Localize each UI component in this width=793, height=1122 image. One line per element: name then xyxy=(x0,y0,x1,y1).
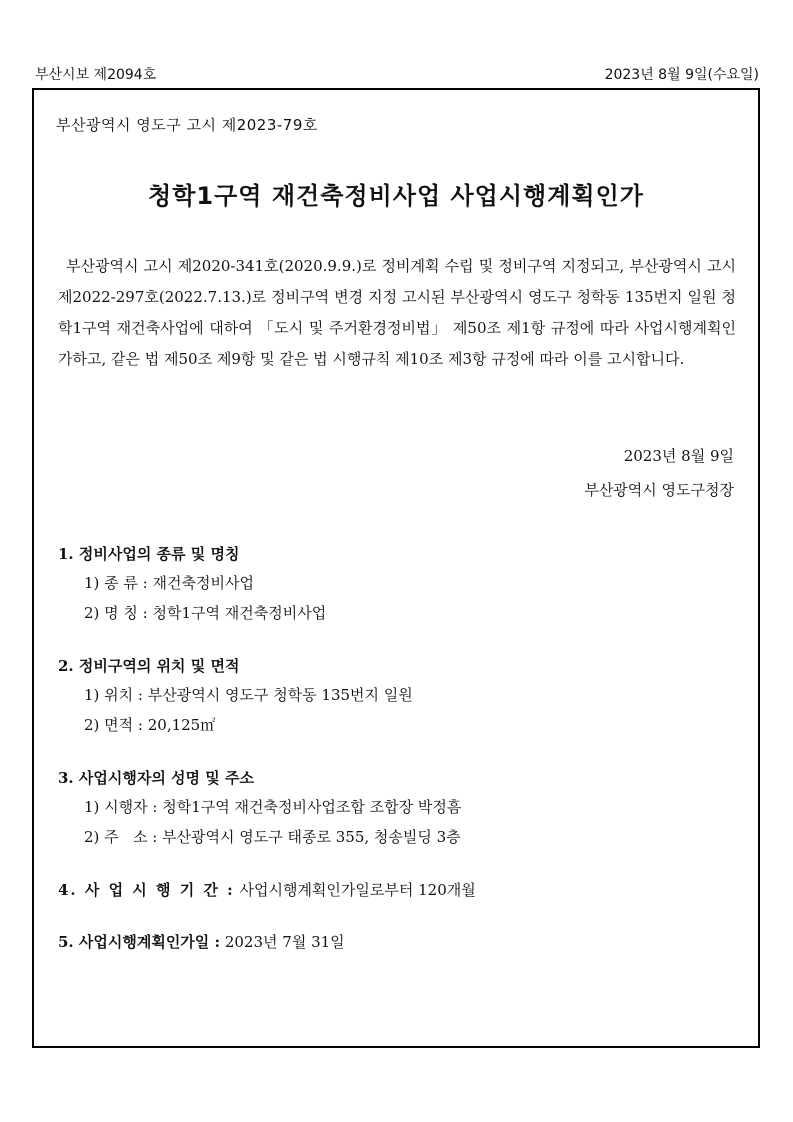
notice-number: 부산광역시 영도구 고시 제2023-79호 xyxy=(56,116,318,134)
section-location-area xyxy=(58,652,738,740)
section-heading: 1. 정비사업의 종류 및 명칭 xyxy=(58,545,240,563)
section-approval-date xyxy=(58,928,738,956)
section-value: 2023년 7월 31일 xyxy=(224,933,345,951)
page-header xyxy=(33,64,761,88)
list-item: 1) 위치 : 부산광역시 영도구 청학동 135번지 일원 xyxy=(84,686,413,704)
list-item: 2) 명 칭 : 청학1구역 재건축정비사업 xyxy=(84,604,327,622)
list-item: 2) 면적 : 20,125㎡ xyxy=(84,716,216,734)
section-value: 사업시행계획인가일로부터 120개월 xyxy=(239,881,476,899)
issue-date: 2023년 8월 9일 xyxy=(623,447,734,465)
gazette-issue: 부산시보 제2094호 xyxy=(35,67,157,83)
issuer: 부산광역시 영도구청장 xyxy=(584,481,734,499)
section-heading: 3. 사업시행자의 성명 및 주소 xyxy=(58,769,254,787)
section-period xyxy=(58,876,738,904)
section-project-type xyxy=(58,540,738,628)
publication-date: 2023년 8월 9일(수요일) xyxy=(604,67,759,83)
notice-frame xyxy=(32,88,760,1048)
notice-sections xyxy=(58,540,738,980)
notice-title: 청학1구역 재건축정비사업 사업시행계획인가 xyxy=(148,182,644,210)
section-heading: 5. 사업시행계획인가일 : xyxy=(58,933,221,951)
section-heading: 2. 정비구역의 위치 및 면적 xyxy=(58,657,240,675)
list-item: 1) 종 류 : 재건축정비사업 xyxy=(84,574,254,592)
list-item: 2) 주 소 : 부산광역시 영도구 태종로 355, 청송빌딩 3층 xyxy=(84,828,461,846)
section-operator xyxy=(58,764,738,852)
signature-block xyxy=(584,439,734,507)
section-heading: 4. 사 업 시 행 기 간 : xyxy=(58,881,235,899)
list-item: 1) 시행자 : 청학1구역 재건축정비사업조합 조합장 박정흠 xyxy=(84,798,462,816)
notice-body: 부산광역시 고시 제2020-341호(2020.9.9.)로 정비계획 수립 및 정비구역 지정되고, 부산광역시 고시 제2022-297호(2022.7.13.)로 정비구역 변경 지정 고시된 부산광역시 영도구 청학동 135번지 일원 청학1구역 재건축사업에 대하여 「도시 및 주거환경정비법」 제50조 제1항 규정에 따라 사업시행계획인가하고, 같은 법 제50조 제9항 및 같은 법 시행규칙 제10조 제3항 규정에 따라 이를 고시합니다. xyxy=(58,257,736,368)
